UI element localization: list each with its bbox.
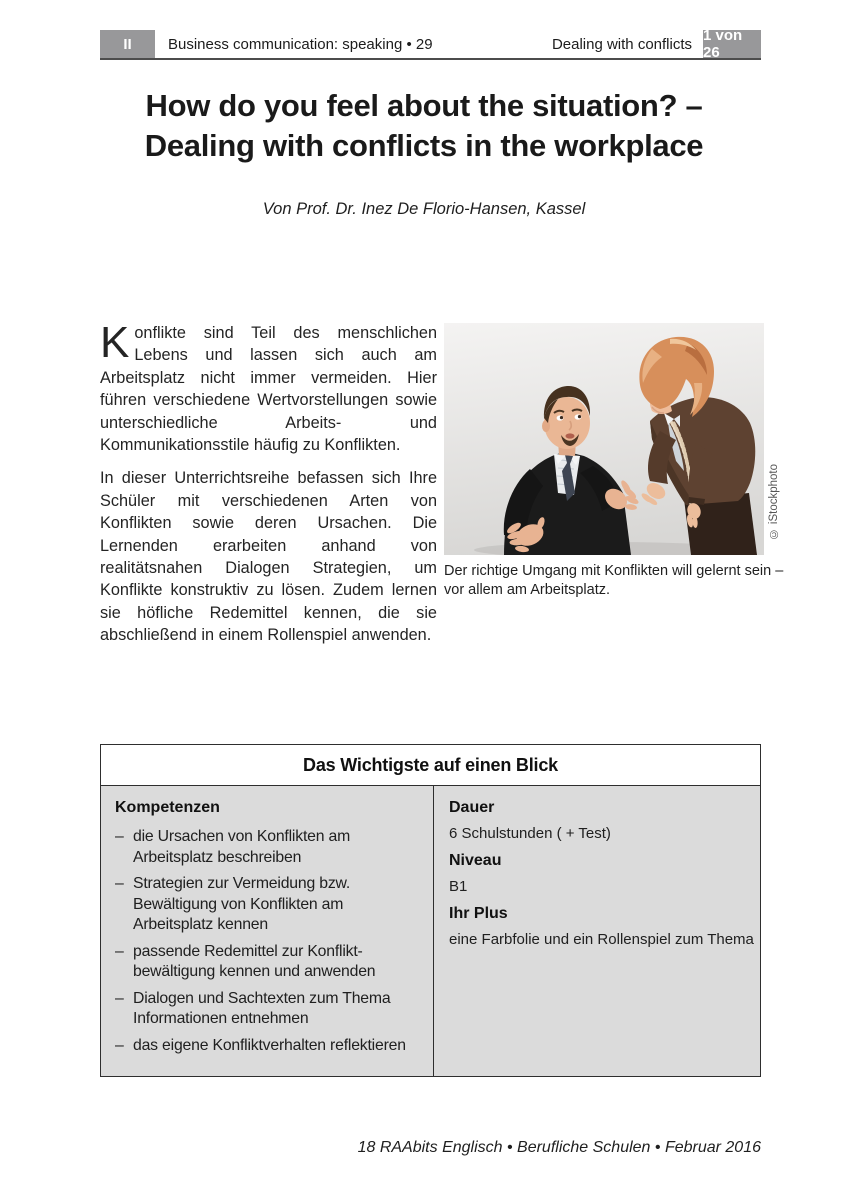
list-item-text: passende Redemittel zur Konflikt-bewältigung kennen und anwenden — [133, 942, 376, 980]
facts-column — [434, 786, 760, 1076]
page-header — [100, 27, 761, 61]
facts-label-niveau: Niveau — [449, 852, 502, 869]
page-title — [0, 86, 848, 166]
paragraph-1-text: onflikte sind Teil des menschlichen Lebens und lassen sich auch am Arbeitsplatz nicht immer vermeiden. Hier führen verschiedene Wertvorstellungen sowie unterschiedliche Arbeits- und Kommunikationsstile häufig zu Konflikten. — [100, 324, 437, 455]
page-number-badge: 1 von 26 — [703, 30, 761, 58]
list-bullet: – — [115, 875, 124, 892]
chapter-badge: II — [100, 30, 155, 58]
header-topic-title: Dealing with conflicts — [551, 35, 692, 53]
list-item — [115, 1036, 421, 1057]
facts-value-niveau: B1 — [449, 878, 468, 895]
facts-label-ihr-plus: Ihr Plus — [449, 905, 508, 922]
competences-heading: Kompetenzen — [115, 799, 220, 816]
header-section-title: Business communication: speaking • 29 — [168, 35, 433, 53]
intro-paragraph-1 — [100, 318, 437, 456]
facts-label-dauer: Dauer — [449, 799, 495, 816]
page-title-line1: How do you feel about the situation? – — [145, 88, 703, 123]
list-item-text: das eigene Konfliktverhalten reflektieren — [133, 1036, 406, 1054]
list-bullet: – — [115, 942, 124, 960]
conflict-photo-illustration — [444, 323, 764, 555]
list-item — [115, 942, 421, 983]
list-item — [115, 874, 421, 936]
list-item — [115, 827, 421, 868]
overview-box-title: Das Wichtigste auf einen Blick — [101, 745, 760, 786]
competences-column — [101, 786, 434, 1076]
list-bullet: – — [115, 989, 124, 1007]
photo-credit-text: © iStockphoto — [768, 464, 780, 540]
list-bullet: – — [115, 1036, 124, 1054]
intro-paragraph-2: In dieser Unterrichtsreihe befassen sich Ihre Schüler mit verschiedenen Arten von Konflikten sowie deren Ursachen. Die Lernenden erarbeiten anhand von realitätsnahen Dialogen Strategien, um Konflikte konstruktiv zu lösen. Zudem lernen sie höfliche Redemittel kennen, die sie abschließend in einem Rollenspiel anwenden. — [100, 469, 437, 645]
dropcap: K — [100, 318, 130, 367]
list-item — [115, 989, 421, 1030]
intro-text — [100, 318, 437, 647]
photo-credit — [766, 448, 782, 556]
author-line: Von Prof. Dr. Inez De Florio-Hansen, Kassel — [262, 200, 586, 218]
photo-caption-line2: vor allem am Arbeitsplatz. — [444, 582, 611, 598]
photo-caption-line1: Der richtige Umgang mit Konflikten will gelernt sein – — [444, 563, 784, 579]
page-title-line2: Dealing with conflicts in the workplace — [144, 128, 704, 163]
list-item-text: die Ursachen von Konflikten am Arbeitsplatz beschreiben — [133, 828, 351, 866]
list-bullet: – — [115, 828, 124, 845]
facts-value-ihr-plus: eine Farbfolie und ein Rollenspiel zum Thema — [449, 931, 754, 948]
overview-box — [100, 744, 761, 1077]
overview-box-body — [101, 786, 760, 1076]
facts-value-dauer: 6 Schulstunden ( + Test) — [449, 825, 611, 842]
list-item-text: Dialogen und Sachtexten zum Thema Informationen entnehmen — [133, 989, 391, 1027]
list-item-text: Strategien zur Vermeidung bzw. Bewältigung von Konflikten am Arbeitsplatz kennen — [133, 875, 351, 933]
stock-photo — [444, 323, 764, 555]
page-footer: 18 RAAbits Englisch • Berufliche Schulen • Februar 2016 — [357, 1139, 761, 1156]
photo-caption — [444, 562, 784, 600]
